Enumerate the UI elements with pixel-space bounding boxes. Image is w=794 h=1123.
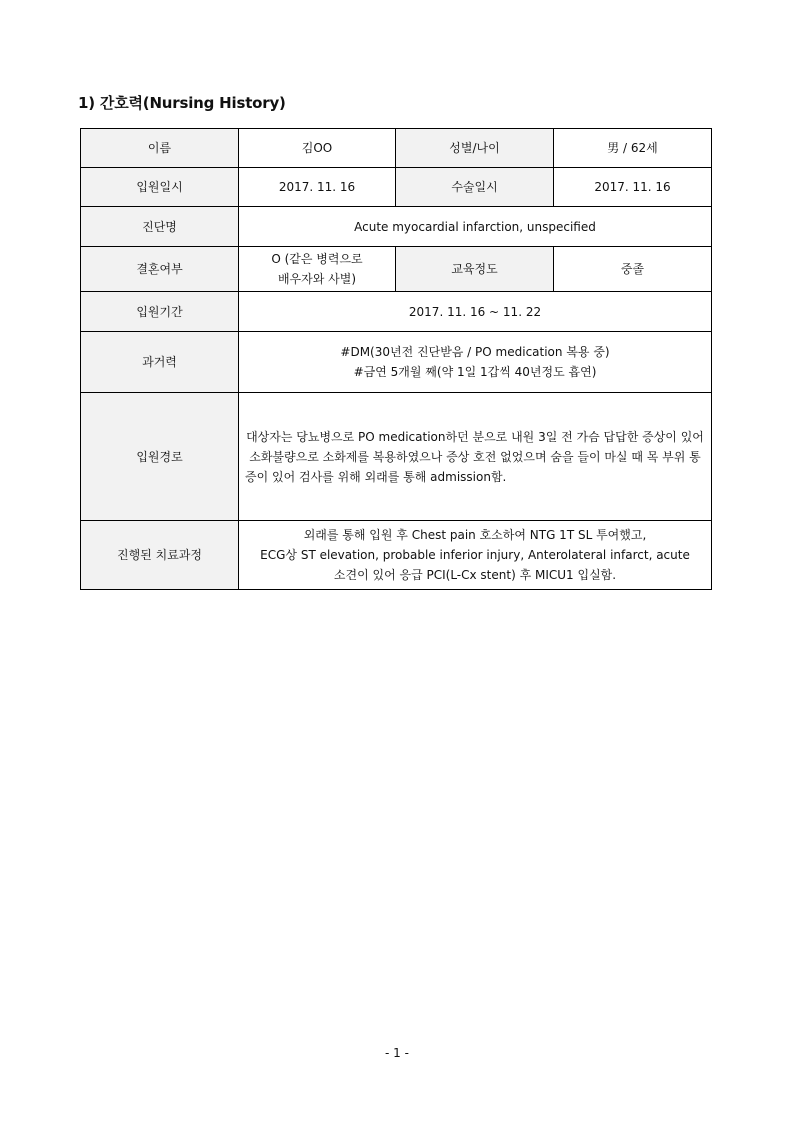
admit-date-label: 입원일시 [81,168,239,207]
row-dates [81,168,712,207]
history-value [239,332,712,393]
diagnosis-value: Acute myocardial infarction, unspecified [239,207,712,247]
name-value: 김OO [239,129,396,168]
row-marital [81,247,712,292]
treatment-label: 진행된 치료과정 [81,521,239,590]
education-label: 교육정도 [396,247,554,292]
section-heading: 1) 간호력(Nursing History) [78,94,286,112]
treatment-value [239,521,712,590]
diagnosis-label: 진단명 [81,207,239,247]
route-label: 입원경로 [81,393,239,521]
row-route [81,393,712,521]
education-value: 중졸 [554,247,712,292]
treatment-line-3: 소견이 있어 응급 PCI(L-Cx stent) 후 MICU1 입실함. [333,568,617,582]
history-line-2: #금연 5개월 째(약 1일 1갑씩 40년정도 흡연) [353,365,597,379]
stay-label: 입원기간 [81,292,239,332]
route-text: 대상자는 당뇨병으로 PO medication하던 분으로 내원 3일 전 가슴 답답한 증상이 있어 소화불량으로 소화제를 복용하였으나 증상 호전 없었으며 숨을 들이 마실 때 목 부위 통증이 있어 검사를 위해 외래를 통해 admission함. [239,393,712,521]
nursing-history-table [80,128,712,590]
marital-value-line1: O (같은 병력으로 [271,252,363,266]
marital-value [239,247,396,292]
treatment-line-1: 외래를 통해 입원 후 Chest pain 호소하여 NTG 1T SL 투여했고, [303,528,647,542]
row-history [81,332,712,393]
surgery-date-label: 수술일시 [396,168,554,207]
row-treatment [81,521,712,590]
row-stay [81,292,712,332]
stay-value: 2017. 11. 16 ~ 11. 22 [239,292,712,332]
history-label: 과거력 [81,332,239,393]
marital-value-line2: 배우자와 사별) [277,272,357,286]
page-number: - 1 - [385,1046,409,1060]
sex-age-label: 성별/나이 [396,129,554,168]
name-label: 이름 [81,129,239,168]
marital-label: 결혼여부 [81,247,239,292]
treatment-line-2: ECG상 ST elevation, probable inferior injury, Anterolateral infarct, acute [260,548,690,562]
surgery-date-value: 2017. 11. 16 [554,168,712,207]
admit-date-value: 2017. 11. 16 [239,168,396,207]
sex-age-value: 男 / 62세 [554,129,712,168]
row-name [81,129,712,168]
row-diagnosis [81,207,712,247]
history-line-1: #DM(30년전 진단받음 / PO medication 복용 중) [340,345,610,359]
